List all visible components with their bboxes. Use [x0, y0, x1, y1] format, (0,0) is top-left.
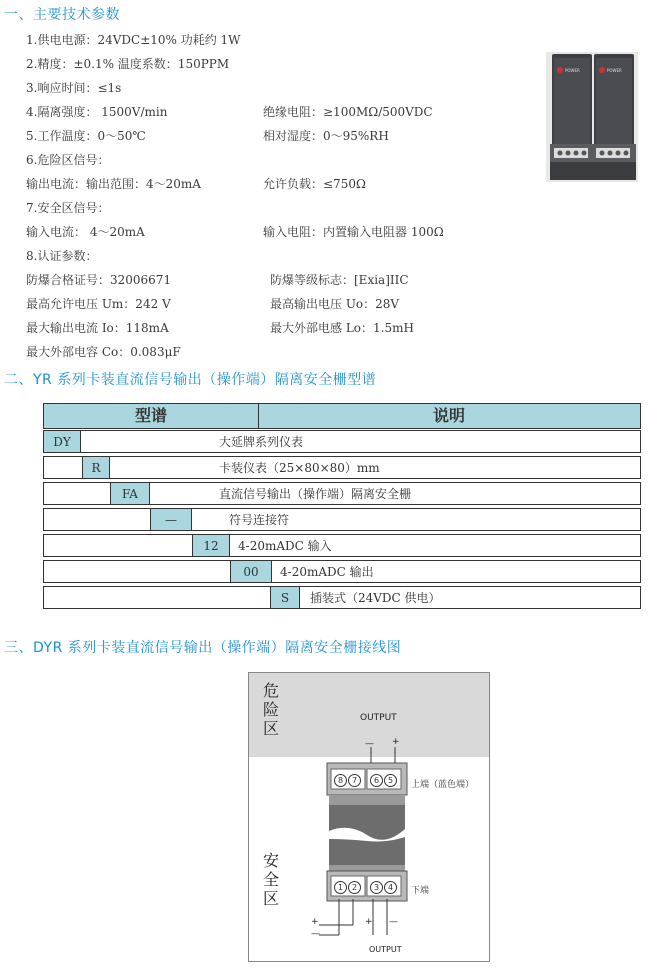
spec-line-right: 允许负载：≤750Ω — [263, 177, 366, 191]
plus-left: + — [311, 917, 319, 927]
terminal-8: 8 — [334, 774, 347, 787]
output-top-label: OUTPUT — [360, 713, 397, 723]
spec-line-right: 防爆等级标志：[Exia]IIC — [270, 273, 409, 287]
model-code: 00 — [230, 561, 272, 582]
wiring-diagram — [248, 672, 490, 962]
plus-top: + — [392, 737, 400, 747]
spec-line: 最大外部电容 Co：0.083μF — [26, 345, 181, 359]
spec-line: 输出电流：输出范围：4～20mA — [26, 177, 201, 191]
terminal-6: 6 — [370, 774, 383, 787]
spec-line: 6.危险区信号： — [26, 153, 110, 167]
spec-line: 最大输出电流 Io：118mA — [26, 321, 169, 335]
output-bottom-label: OUTPUT — [369, 945, 402, 954]
model-desc: 插装式（24VDC 供电） — [310, 591, 441, 605]
model-row — [43, 534, 641, 557]
device-brand: POWER — [565, 68, 580, 73]
terminal-5: 5 — [384, 774, 397, 787]
device-photo — [546, 50, 638, 184]
plus-bottom: + — [365, 917, 373, 927]
minus-bottom: — — [389, 917, 398, 927]
model-code: S — [270, 587, 300, 608]
spec-line: 1.供电电源：24VDC±10% 功耗约 1W — [26, 33, 241, 47]
section2-title: 二、YR 系列卡装直流信号输出（操作端）隔离安全栅型谱 — [4, 372, 377, 388]
minus-top: — — [365, 739, 374, 749]
terminal-1: 1 — [334, 881, 347, 894]
header-col2: 说明 — [432, 406, 465, 425]
model-row — [43, 586, 641, 609]
spec-line: 2.精度：±0.1% 温度系数：150PPM — [26, 57, 230, 71]
spec-line: 4.隔离强度： 1500V/min — [26, 105, 168, 119]
device-brand: POWER — [607, 68, 622, 73]
spec-line: 5.工作温度：0～50℃ — [26, 129, 146, 143]
header-col1: 型谱 — [44, 404, 259, 428]
minus-left: — — [311, 929, 320, 939]
spec-line-right: 最大外部电感 Lo：1.5mH — [270, 321, 414, 335]
model-row — [43, 430, 641, 453]
model-table-header — [43, 403, 641, 429]
bottom-terminal-label: 下端 — [411, 886, 430, 896]
safe-zone-label: 安全区 — [263, 851, 280, 908]
terminal-4: 4 — [384, 881, 397, 894]
model-desc: 4-20mADC 输入 — [238, 539, 332, 553]
top-terminal-label: 上端（蓝色端） — [411, 780, 475, 790]
model-row — [43, 456, 641, 479]
terminal-2: 2 — [348, 881, 361, 894]
section3-title: 三、DYR 系列卡装直流信号输出（操作端）隔离安全栅接线图 — [4, 640, 402, 656]
model-row — [43, 508, 641, 531]
terminal-3: 3 — [370, 881, 383, 894]
section1-title: 一、主要技术参数 — [4, 7, 120, 23]
model-code: — — [150, 509, 192, 530]
spec-line: 输入电流： 4～20mA — [26, 225, 145, 239]
spec-line-right: 绝缘电阻：≥100MΩ/500VDC — [263, 105, 433, 119]
model-code: FA — [110, 483, 150, 504]
terminal-7: 7 — [348, 774, 361, 787]
hazard-zone-label: 危险区 — [263, 681, 280, 738]
spec-line-right: 输入电阻：内置输入电阻器 100Ω — [263, 225, 444, 239]
spec-line: 防爆合格证号：32006671 — [26, 273, 172, 287]
model-code: 12 — [192, 535, 230, 556]
model-code: DY — [43, 431, 81, 452]
spec-line: 8.认证参数： — [26, 249, 98, 263]
spec-line-right: 相对湿度：0～95%RH — [263, 129, 389, 143]
spec-line-right: 最高输出电压 Uo：28V — [270, 297, 400, 311]
model-row — [43, 482, 641, 505]
model-code: R — [82, 457, 110, 478]
model-desc: 直流信号输出（操作端）隔离安全栅 — [219, 487, 412, 501]
spec-line: 7.安全区信号： — [26, 201, 110, 215]
spec-line: 3.响应时间：≤1s — [26, 81, 122, 95]
spec-line: 最高允许电压 Um：242 V — [26, 297, 171, 311]
model-desc: 符号连接符 — [229, 513, 290, 527]
model-desc: 大延牌系列仪表 — [219, 435, 304, 449]
model-desc: 4-20mADC 输出 — [280, 565, 374, 579]
model-row — [43, 560, 641, 583]
model-desc: 卡装仪表（25×80×80）mm — [219, 461, 380, 475]
